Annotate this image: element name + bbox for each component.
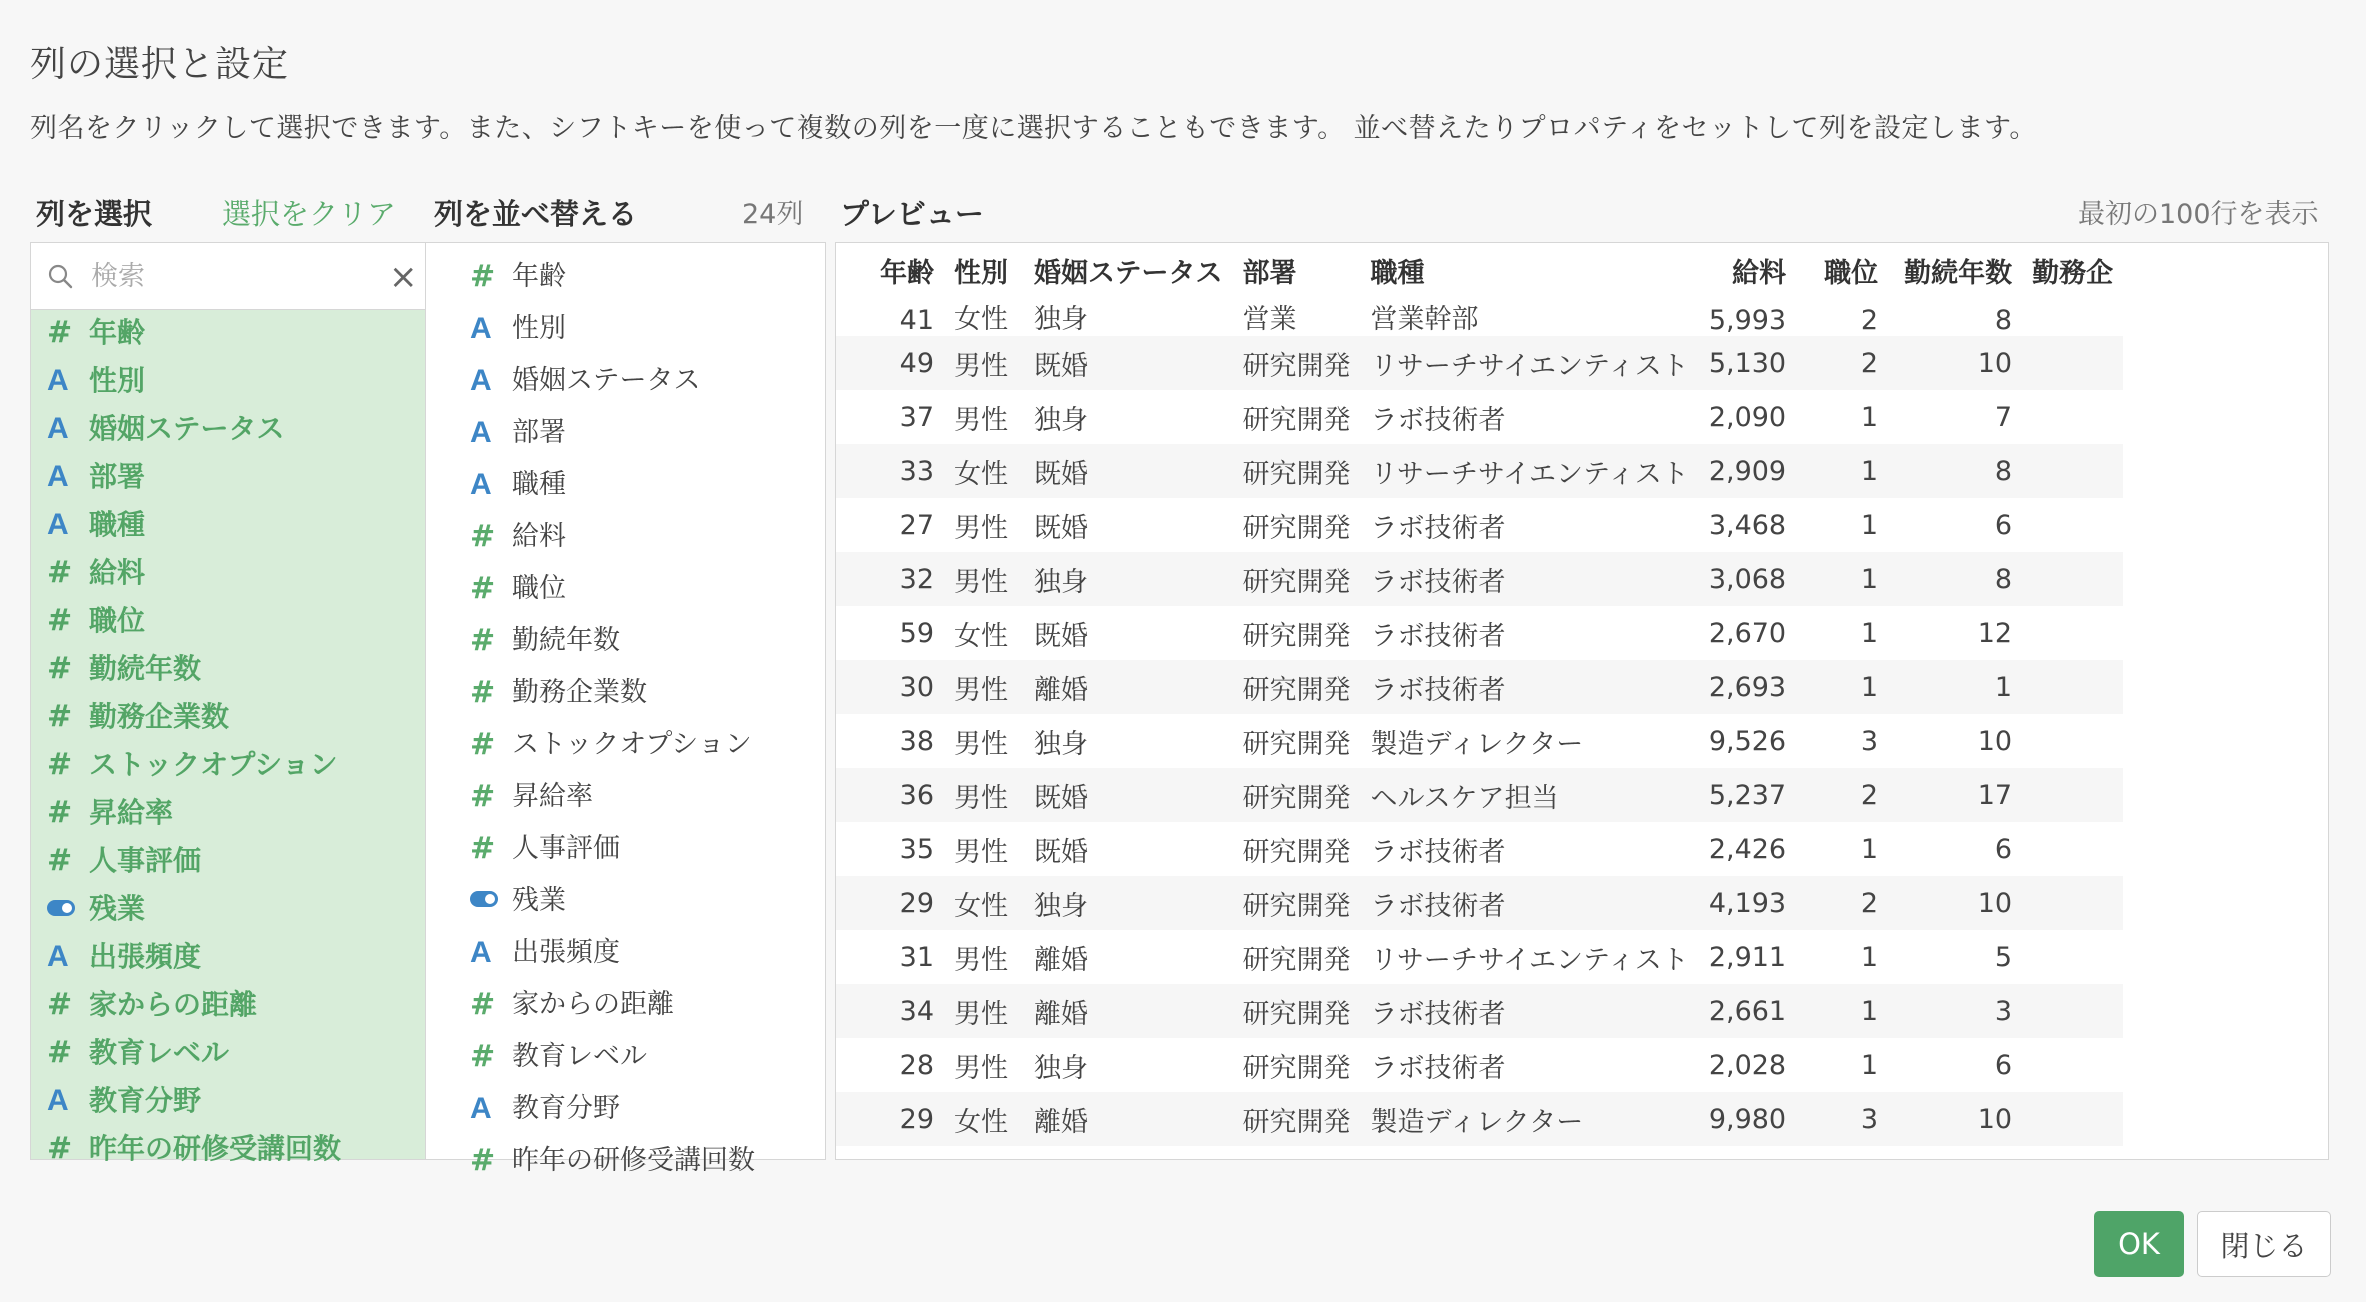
- select-column-item[interactable]: [31, 885, 425, 933]
- table-cell: 男性: [954, 836, 1008, 868]
- table-cell: 3: [1796, 1092, 1888, 1146]
- reorder-column-item-label: 家からの距離: [512, 989, 674, 1020]
- table-cell: 研究開発: [1232, 876, 1360, 930]
- select-column-item-label: 給料: [89, 556, 146, 589]
- reorder-column-item[interactable]: [426, 407, 824, 459]
- table-row: [836, 876, 2123, 930]
- column-header: 年齢: [836, 243, 944, 297]
- reorder-column-item[interactable]: [426, 1083, 824, 1135]
- table-cell: 既婚: [1024, 336, 1232, 390]
- table-cell: 男性: [944, 984, 1024, 1038]
- select-column-item-label: ストックオプション: [89, 748, 338, 781]
- table-cell: 研究開発: [1242, 1052, 1351, 1084]
- table-cell: 28: [899, 1049, 934, 1081]
- table-cell: [2022, 444, 2123, 498]
- reorder-column-item[interactable]: [426, 511, 824, 563]
- reorder-column-item-label: 給料: [512, 521, 566, 552]
- table-cell: 3: [1860, 725, 1879, 757]
- close-button[interactable]: 閉じる: [2197, 1211, 2331, 1277]
- number-type-icon: #: [47, 843, 73, 878]
- table-cell: 2: [1796, 336, 1888, 390]
- table-cell: 女性: [944, 444, 1024, 498]
- table-cell: 研究開発: [1242, 404, 1351, 436]
- select-column-item-label: 部署: [89, 460, 146, 493]
- reorder-column-item-label: 勤続年数: [512, 625, 620, 656]
- select-column-item[interactable]: [31, 693, 425, 741]
- table-cell: 10: [1888, 336, 2022, 390]
- reorder-column-list: [426, 251, 824, 1187]
- table-cell: 9,526: [1708, 725, 1787, 757]
- string-type-icon: A: [47, 508, 69, 541]
- table-cell: 離婚: [1024, 660, 1232, 714]
- number-type-icon: #: [470, 987, 496, 1022]
- reorder-column-item-label: 人事評価: [512, 833, 620, 864]
- table-cell: 5: [1994, 941, 2013, 973]
- table-cell: ラボ技術者: [1360, 876, 1698, 930]
- table-cell: 1: [1796, 552, 1888, 606]
- reorder-column-item-label: 昇給率: [512, 781, 593, 812]
- number-type-icon: #: [470, 571, 496, 606]
- table-cell: 男性: [954, 728, 1008, 760]
- table-cell: リサーチサイエンティスト: [1360, 444, 1698, 498]
- table-cell: 1: [1860, 1049, 1879, 1081]
- table-cell: 2,693: [1699, 660, 1796, 714]
- table-cell: 営業幹部: [1370, 304, 1479, 335]
- table-cell: 1: [1796, 444, 1888, 498]
- select-column-item-label: 勤続年数: [89, 652, 202, 685]
- reorder-column-item[interactable]: [426, 1031, 824, 1083]
- table-cell: ラボ技術者: [1370, 836, 1506, 868]
- number-type-icon: #: [470, 1143, 496, 1178]
- table-cell: 離婚: [1034, 944, 1088, 976]
- preview-header: プレビュー: [840, 197, 984, 231]
- select-column-item-label: 年齢: [89, 316, 146, 349]
- number-type-icon: #: [47, 315, 73, 350]
- number-type-icon: #: [470, 1039, 496, 1074]
- table-cell: 7: [1994, 401, 2013, 433]
- column-header: 職位: [1796, 243, 1888, 297]
- column-count: 24列: [742, 199, 804, 230]
- table-cell: [2022, 1038, 2123, 1092]
- reorder-column-item[interactable]: [426, 355, 824, 407]
- table-cell: 3,068: [1699, 552, 1796, 606]
- table-cell: 男性: [954, 512, 1008, 544]
- table-cell: 男性: [954, 944, 1008, 976]
- number-type-icon: #: [47, 747, 73, 782]
- table-cell: 6: [1994, 833, 2013, 865]
- boolean-type-icon: [470, 873, 502, 925]
- preview-note: 最初の100行を表示: [2078, 199, 2319, 230]
- table-cell: 研究開発: [1232, 660, 1360, 714]
- select-column-item[interactable]: [31, 405, 425, 453]
- table-cell: [2022, 390, 2123, 444]
- select-column-item[interactable]: [31, 501, 425, 549]
- table-row: [836, 606, 2123, 660]
- table-cell: 29: [836, 1092, 944, 1146]
- table-cell: 1: [1860, 833, 1879, 865]
- table-cell: 2: [1796, 876, 1888, 930]
- number-type-icon: #: [470, 831, 496, 866]
- table-cell: 研究開発: [1232, 336, 1360, 390]
- column-header: 性別: [944, 243, 1024, 297]
- table-cell: 既婚: [1024, 768, 1232, 822]
- string-type-icon: A: [47, 364, 69, 397]
- table-row: [836, 930, 2123, 984]
- preview-table-panel[interactable]: [835, 242, 2329, 1160]
- number-type-icon: #: [47, 1035, 73, 1070]
- select-column-item[interactable]: [31, 1125, 425, 1173]
- table-row: [836, 297, 2123, 336]
- table-row: [836, 444, 2123, 498]
- table-cell: 女性: [954, 620, 1008, 652]
- close-icon[interactable]: ×: [389, 257, 418, 297]
- preview-body: [836, 297, 2123, 1146]
- table-cell: [2022, 822, 2123, 876]
- number-type-icon: #: [470, 623, 496, 658]
- select-column-item[interactable]: [31, 309, 425, 357]
- table-cell: 2,909: [1699, 444, 1796, 498]
- table-cell: 27: [899, 509, 934, 541]
- select-panel-header: 列を選択: [36, 197, 153, 231]
- table-cell: [2022, 1092, 2123, 1146]
- table-cell: 製造ディレクター: [1370, 728, 1584, 760]
- table-cell: 男性: [944, 336, 1024, 390]
- number-type-icon: #: [47, 1131, 73, 1166]
- table-cell: 研究開発: [1232, 768, 1360, 822]
- select-column-item[interactable]: [31, 981, 425, 1029]
- number-type-icon: #: [470, 727, 496, 762]
- table-cell: ラボ技術者: [1360, 984, 1698, 1038]
- table-cell: 既婚: [1024, 444, 1232, 498]
- reorder-column-item-label: 職位: [512, 573, 566, 604]
- column-header: 給料: [1699, 243, 1796, 297]
- table-cell: リサーチサイエンティスト: [1360, 336, 1698, 390]
- table-cell: 10: [1888, 1092, 2022, 1146]
- reorder-column-item[interactable]: [426, 615, 824, 667]
- table-cell: 既婚: [1034, 620, 1088, 652]
- reorder-column-item-label: 職種: [512, 469, 566, 500]
- table-cell: ラボ技術者: [1370, 1052, 1506, 1084]
- select-column-item-label: 教育分野: [89, 1084, 202, 1117]
- table-row: [836, 984, 2123, 1038]
- select-column-item-label: 勤務企業数: [89, 700, 230, 733]
- table-row: [836, 660, 2123, 714]
- table-cell: 10: [1888, 876, 2022, 930]
- number-type-icon: #: [470, 519, 496, 554]
- table-row: [836, 822, 2123, 876]
- reorder-column-item-label: 教育レベル: [512, 1041, 647, 1072]
- table-cell: 男性: [944, 552, 1024, 606]
- table-cell: 男性: [944, 768, 1024, 822]
- table-cell: 12: [1977, 617, 2013, 649]
- table-cell: 1: [1860, 401, 1879, 433]
- table-cell: 1: [1888, 660, 2022, 714]
- select-column-item[interactable]: [31, 741, 425, 789]
- table-cell: 5,130: [1699, 336, 1796, 390]
- table-cell: 1: [1860, 617, 1879, 649]
- table-cell: 研究開発: [1242, 512, 1351, 544]
- reorder-column-item[interactable]: [426, 459, 824, 511]
- table-cell: 32: [836, 552, 944, 606]
- column-header: 勤続年数: [1888, 243, 2022, 297]
- table-cell: 2,670: [1708, 617, 1787, 649]
- select-column-item[interactable]: [31, 357, 425, 405]
- table-cell: 独身: [1034, 304, 1088, 335]
- table-cell: 研究開発: [1242, 836, 1351, 868]
- table-cell: [2022, 984, 2123, 1038]
- table-cell: 独身: [1034, 728, 1088, 760]
- table-cell: 38: [899, 725, 934, 757]
- table-cell: ヘルスケア担当: [1360, 768, 1698, 822]
- reorder-column-item-label: 年齢: [512, 261, 566, 292]
- table-row: [836, 498, 2123, 552]
- table-cell: リサーチサイエンティスト: [1370, 944, 1689, 976]
- reorder-column-item[interactable]: [426, 303, 824, 355]
- dialog-title: 列の選択と設定: [30, 44, 290, 85]
- table-cell: ラボ技術者: [1370, 620, 1506, 652]
- number-type-icon: #: [47, 795, 73, 830]
- reorder-panel-header: 列を並べ替える: [434, 197, 638, 231]
- reorder-column-item[interactable]: [426, 1135, 824, 1187]
- number-type-icon: #: [47, 603, 73, 638]
- table-cell: [2022, 876, 2123, 930]
- column-header: 部署: [1232, 243, 1360, 297]
- column-reorder-panel: [426, 242, 826, 1178]
- table-cell: 49: [836, 336, 944, 390]
- select-column-item[interactable]: [31, 837, 425, 885]
- search-input[interactable]: [89, 253, 363, 299]
- table-row: [836, 1038, 2123, 1092]
- column-header: 勤務企: [2022, 243, 2123, 297]
- number-type-icon: #: [47, 699, 73, 734]
- reorder-column-item-label: 勤務企業数: [512, 677, 647, 708]
- table-cell: 既婚: [1034, 512, 1088, 544]
- clear-selection-link[interactable]: 選択をクリア: [222, 197, 397, 231]
- table-cell: 2,426: [1708, 833, 1787, 865]
- table-cell: 3,468: [1708, 509, 1787, 541]
- reorder-column-item[interactable]: [426, 979, 824, 1031]
- number-type-icon: #: [470, 259, 496, 294]
- preview-header-row: [836, 243, 2123, 297]
- string-type-icon: A: [470, 1092, 492, 1125]
- table-row: [836, 1092, 2123, 1146]
- select-column-list: [31, 309, 425, 1173]
- search-icon: [47, 263, 73, 289]
- table-cell: 離婚: [1024, 1092, 1232, 1146]
- table-cell: 5,993: [1708, 305, 1787, 336]
- table-cell: ラボ技術者: [1360, 660, 1698, 714]
- table-cell: 1: [1860, 509, 1879, 541]
- table-cell: 独身: [1034, 1052, 1088, 1084]
- reorder-column-item[interactable]: [426, 927, 824, 979]
- table-cell: 4,193: [1699, 876, 1796, 930]
- table-cell: 独身: [1034, 404, 1088, 436]
- ok-button[interactable]: OK: [2094, 1211, 2184, 1277]
- table-cell: 1: [1796, 984, 1888, 1038]
- dialog-description: 列名をクリックして選択できます。また、シフトキーを使って複数の列を一度に選択することもできます。 並べ替えたりプロパティをセットして列を設定します。: [30, 113, 2037, 144]
- column-select-panel: [30, 242, 426, 1166]
- table-cell: 36: [836, 768, 944, 822]
- number-type-icon: #: [470, 675, 496, 710]
- table-cell: [2022, 336, 2123, 390]
- table-cell: 研究開発: [1242, 944, 1351, 976]
- select-column-item[interactable]: [31, 1077, 425, 1125]
- search-box: [31, 243, 425, 310]
- table-cell: 3: [1888, 984, 2022, 1038]
- table-row: [836, 714, 2123, 768]
- select-column-item[interactable]: [31, 453, 425, 501]
- table-cell: 独身: [1024, 876, 1232, 930]
- table-cell: 31: [899, 941, 934, 973]
- table-row: [836, 390, 2123, 444]
- select-column-item-label: 教育レベル: [89, 1036, 230, 1069]
- table-cell: 41: [899, 305, 934, 336]
- table-cell: [2022, 714, 2123, 768]
- table-cell: 37: [899, 401, 934, 433]
- table-cell: 独身: [1024, 552, 1232, 606]
- table-cell: 1: [1796, 660, 1888, 714]
- table-cell: 女性: [944, 1092, 1024, 1146]
- table-cell: 5,237: [1699, 768, 1796, 822]
- table-cell: 2: [1860, 305, 1879, 336]
- table-cell: 2,661: [1699, 984, 1796, 1038]
- select-column-item-label: 婚姻ステータス: [89, 412, 285, 445]
- table-cell: 8: [1888, 552, 2022, 606]
- table-cell: 10: [1977, 725, 2013, 757]
- table-cell: 29: [836, 876, 944, 930]
- reorder-column-item[interactable]: [426, 251, 824, 303]
- table-cell: [2022, 930, 2123, 984]
- table-cell: 1: [1860, 941, 1879, 973]
- select-column-item-label: 性別: [89, 364, 146, 397]
- table-cell: 59: [899, 617, 934, 649]
- table-cell: ラボ技術者: [1370, 404, 1506, 436]
- number-type-icon: #: [470, 779, 496, 814]
- table-cell: 2,028: [1708, 1049, 1787, 1081]
- table-cell: 男性: [954, 1052, 1008, 1084]
- select-column-item[interactable]: [31, 597, 425, 645]
- table-cell: 女性: [954, 304, 1008, 335]
- column-header: 婚姻ステータス: [1024, 243, 1232, 297]
- reorder-column-item-label: ストックオプション: [512, 729, 752, 760]
- table-cell: 9,980: [1699, 1092, 1796, 1146]
- reorder-column-item[interactable]: [426, 875, 824, 927]
- table-cell: 6: [1994, 509, 2013, 541]
- table-cell: 研究開発: [1232, 444, 1360, 498]
- table-cell: 2,911: [1708, 941, 1787, 973]
- reorder-column-item-label: 出張頻度: [512, 937, 620, 968]
- reorder-column-item[interactable]: [426, 771, 824, 823]
- select-column-item-label: 家からの距離: [89, 988, 258, 1021]
- reorder-column-item-label: 性別: [512, 313, 566, 344]
- table-cell: 35: [899, 833, 934, 865]
- reorder-column-item-label: 残業: [512, 885, 566, 916]
- table-cell: [2022, 297, 2123, 336]
- table-cell: 30: [836, 660, 944, 714]
- number-type-icon: #: [47, 651, 73, 686]
- string-type-icon: A: [470, 364, 492, 397]
- select-column-item[interactable]: [31, 549, 425, 597]
- table-cell: 33: [836, 444, 944, 498]
- table-cell: 製造ディレクター: [1360, 1092, 1698, 1146]
- table-row: [836, 336, 2123, 390]
- table-cell: 研究開発: [1232, 552, 1360, 606]
- string-type-icon: A: [47, 460, 69, 493]
- reorder-column-item[interactable]: [426, 719, 824, 771]
- reorder-column-item-label: 昨年の研修受講回数: [512, 1145, 755, 1176]
- table-cell: 離婚: [1024, 984, 1232, 1038]
- table-cell: ラボ技術者: [1370, 512, 1506, 544]
- table-cell: 既婚: [1034, 836, 1088, 868]
- string-type-icon: A: [47, 1084, 69, 1117]
- table-cell: [2022, 498, 2123, 552]
- table-cell: [2022, 660, 2123, 714]
- table-cell: 2,090: [1708, 401, 1787, 433]
- select-column-item-label: 職位: [89, 604, 146, 637]
- select-column-item-label: 人事評価: [89, 844, 202, 877]
- table-row: [836, 552, 2123, 606]
- select-column-item[interactable]: [31, 933, 425, 981]
- table-cell: 8: [1888, 444, 2022, 498]
- string-type-icon: A: [470, 468, 492, 501]
- reorder-column-item[interactable]: [426, 823, 824, 875]
- select-column-item[interactable]: [31, 789, 425, 837]
- column-header: 職種: [1360, 243, 1698, 297]
- string-type-icon: A: [470, 416, 492, 449]
- table-cell: 男性: [944, 660, 1024, 714]
- table-cell: 女性: [944, 876, 1024, 930]
- table-cell: 2: [1796, 768, 1888, 822]
- select-column-item-label: 残業: [89, 892, 146, 925]
- string-type-icon: A: [47, 412, 69, 445]
- table-cell: 研究開発: [1232, 1092, 1360, 1146]
- reorder-column-item[interactable]: [426, 667, 824, 719]
- table-cell: 研究開発: [1242, 728, 1351, 760]
- select-column-item-label: 職種: [89, 508, 146, 541]
- table-cell: 34: [836, 984, 944, 1038]
- table-cell: ラボ技術者: [1360, 552, 1698, 606]
- reorder-column-item-label: 教育分野: [512, 1093, 620, 1124]
- select-column-item-label: 昇給率: [89, 796, 174, 829]
- table-cell: 研究開発: [1242, 620, 1351, 652]
- number-type-icon: #: [47, 555, 73, 590]
- reorder-column-item-label: 婚姻ステータス: [512, 365, 701, 396]
- table-cell: 男性: [954, 404, 1008, 436]
- table-cell: [2022, 768, 2123, 822]
- reorder-column-item-label: 部署: [512, 417, 566, 448]
- table-cell: 8: [1994, 305, 2013, 336]
- string-type-icon: A: [470, 936, 492, 969]
- table-cell: [2022, 606, 2123, 660]
- table-cell: 営業: [1242, 304, 1297, 335]
- select-column-item-label: 昨年の研修受講回数: [89, 1132, 342, 1165]
- number-type-icon: #: [47, 987, 73, 1022]
- string-type-icon: A: [470, 312, 492, 345]
- table-row: [836, 768, 2123, 822]
- table-cell: [2022, 552, 2123, 606]
- preview-table: [836, 243, 2123, 1146]
- table-cell: 6: [1994, 1049, 2013, 1081]
- string-type-icon: A: [47, 940, 69, 973]
- table-cell: 17: [1888, 768, 2022, 822]
- table-cell: 研究開発: [1232, 984, 1360, 1038]
- reorder-column-item[interactable]: [426, 563, 824, 615]
- select-column-item-label: 出張頻度: [89, 940, 202, 973]
- select-column-item[interactable]: [31, 645, 425, 693]
- select-column-item[interactable]: [31, 1029, 425, 1077]
- boolean-type-icon: [47, 883, 79, 931]
